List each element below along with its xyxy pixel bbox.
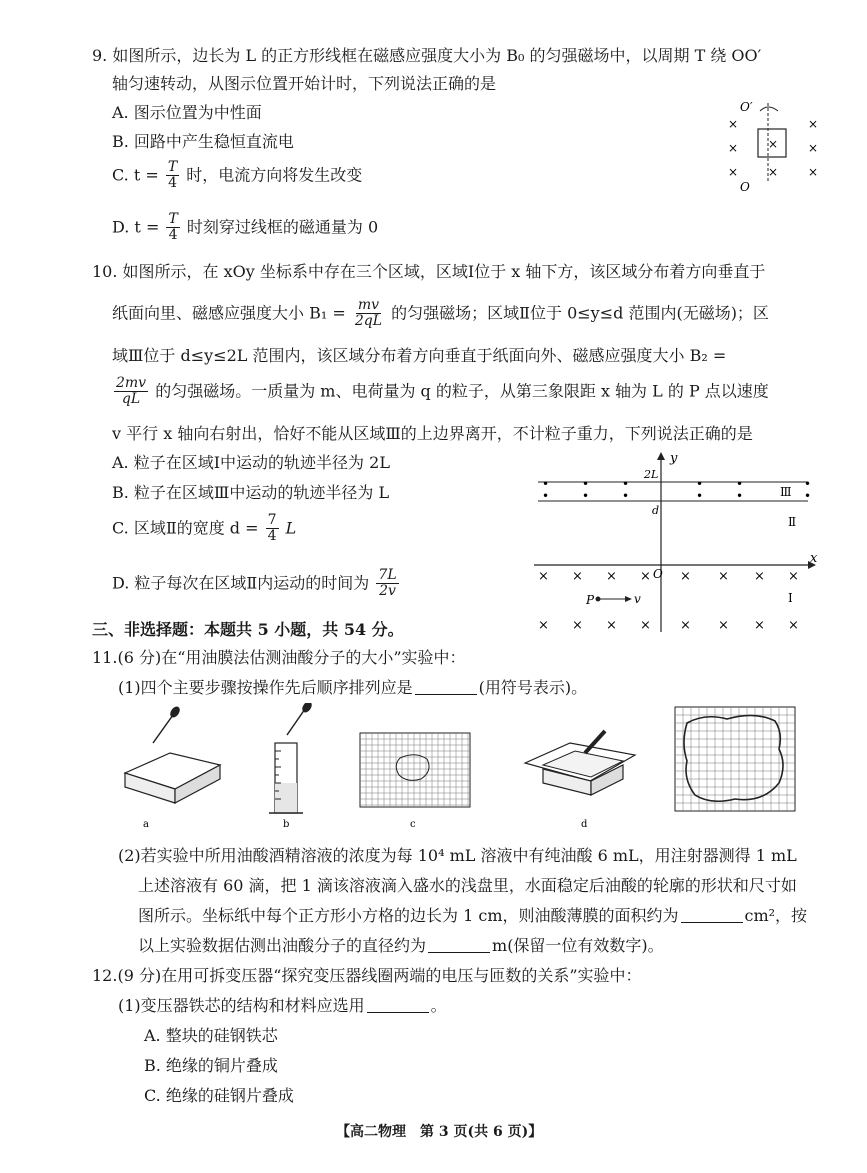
q10-cross: × xyxy=(606,569,617,584)
q11-figure-e xyxy=(675,707,795,811)
q11-figure-a xyxy=(125,705,220,830)
q10-dot: • xyxy=(736,477,744,491)
q10-dot: • xyxy=(582,489,590,503)
q10-velocity-arrow xyxy=(625,596,632,602)
q11-part1-b: (用符号表示)。 xyxy=(478,678,588,697)
q9-option-d-prefix: D. t = xyxy=(112,217,160,237)
q9-label-top: O′ xyxy=(740,100,753,114)
q10-cross: × xyxy=(754,569,765,584)
q9-cross: × xyxy=(808,117,819,131)
q10-option-d-prefix: D. 粒子每次在区域Ⅱ内运动的时间为 xyxy=(112,573,370,593)
q9-option-a: A. 图示位置为中性面 xyxy=(112,103,262,122)
q11-figure-d xyxy=(525,731,635,830)
q11-part1 xyxy=(118,678,587,698)
q10-cross: × xyxy=(680,618,691,633)
q9-option-d-den: 4 xyxy=(168,227,178,244)
q11-label-d: d xyxy=(581,819,588,830)
q9-cross: × xyxy=(768,137,779,151)
q11-label-c: c xyxy=(410,819,416,830)
q9-cross: × xyxy=(808,165,819,179)
q10-option-d-fraction xyxy=(376,568,398,600)
q10-cross: × xyxy=(606,618,617,633)
q9-cross: × xyxy=(728,165,739,179)
q9-label-bottom: O xyxy=(740,180,750,194)
q9-option-d-suffix: 时刻穿过线框的磁通量为 0 xyxy=(186,217,379,237)
q10-dot: • xyxy=(696,477,704,491)
q11-part1-a: (1)四个主要步骤按操作先后顺序排列应是 xyxy=(118,678,413,697)
q10-line2-a: 纸面向里、磁感应强度大小 B₁ = xyxy=(112,303,346,323)
q10-option-a: A. 粒子在区域Ⅰ中运动的轨迹半径为 2L xyxy=(112,453,390,472)
q9-option-d-num: T xyxy=(168,211,178,227)
q9-field-marks xyxy=(728,117,818,179)
q10-b2-num: 2mv xyxy=(116,375,147,391)
q12-title: 12.(9 分)在用可拆变压器“探究变压器线圈两端的电压与匝数的关系”实验中： xyxy=(92,966,642,985)
q12-option-a: A. 整块的硅钢铁芯 xyxy=(144,1026,278,1045)
q10-dot: • xyxy=(622,477,630,491)
q9-option-c-den: 4 xyxy=(168,175,177,192)
q10-dot: • xyxy=(582,477,590,491)
q12-answer-blank-1[interactable] xyxy=(367,999,429,1013)
q10-cross: × xyxy=(754,618,765,633)
q9-cross: × xyxy=(768,165,779,179)
q10-option-c-prefix: C. 区域Ⅱ的宽度 d = xyxy=(112,518,259,538)
q10-option-d-num: 7L xyxy=(378,567,397,583)
q10-region3-label: Ⅲ xyxy=(780,485,792,499)
q10-figure xyxy=(528,450,828,640)
q12-option-b: B. 绝缘的铜片叠成 xyxy=(144,1056,278,1075)
q11-figure-b xyxy=(269,703,314,830)
q10-cross: × xyxy=(718,569,729,584)
q12-option-c: C. 绝缘的硅钢片叠成 xyxy=(144,1086,294,1105)
q10-option-d-den: 2v xyxy=(379,583,396,600)
q10-dot: • xyxy=(804,477,812,491)
q10-cross: × xyxy=(640,618,651,633)
q9-stem-line1: 9. 如图所示，边长为 L 的正方形线框在磁感应强度大小为 B₀ 的匀强磁场中，以周期 T 绕 OO′ xyxy=(92,46,762,65)
q10-cross: × xyxy=(572,618,583,633)
q9-cross: × xyxy=(728,141,739,155)
q10-p-label: P xyxy=(586,593,595,607)
q10-cross: × xyxy=(680,569,691,584)
q10-d-label: d xyxy=(652,504,660,517)
q11-part2-line3-b: cm²，按 xyxy=(744,906,808,925)
q10-dot: • xyxy=(542,489,550,503)
q9-option-b: B. 回路中产生稳恒直流电 xyxy=(112,132,294,151)
section-3-heading: 三、非选择题：本题共 5 小题，共 54 分。 xyxy=(92,620,404,639)
q9-cross: × xyxy=(728,117,739,131)
q11-part2-line1: (2)若实验中所用油酸酒精溶液的浓度为每 10⁴ mL 溶液中有纯油酸 6 mL，用注射器测得 1 mL xyxy=(118,846,797,865)
q10-v-label: v xyxy=(634,592,641,606)
q11-part2-line2: 上述溶液有 60 滴，把 1 滴该溶液滴入盛水的浅盘里，水面稳定后油酸的轮廓的形状和尺寸如 xyxy=(138,876,797,895)
q10-line5: v 平行 x 轴向右射出，恰好不能从区域Ⅲ的上边界离开，不计粒子重力，下列说法正确的是 xyxy=(112,424,753,443)
q10-option-c xyxy=(112,513,296,545)
q10-b2-fraction xyxy=(114,376,148,408)
q9-cross: × xyxy=(808,141,819,155)
q9-option-d xyxy=(112,212,378,244)
q11-answer-blank-1[interactable] xyxy=(415,681,477,695)
q10-b2-den: qL xyxy=(121,391,141,408)
q9-option-c xyxy=(112,160,362,192)
q11-part2-line4 xyxy=(138,936,664,956)
q10-line4-text: 的匀强磁场。一质量为 m、电荷量为 q 的粒子，从第三象限距 x 轴为 L 的 P 点以速度 xyxy=(155,381,769,401)
q9-option-c-prefix: C. t = xyxy=(112,165,159,185)
q10-cross: × xyxy=(572,569,583,584)
q10-2l-label: 2L xyxy=(644,468,659,481)
q10-option-c-num: 7 xyxy=(267,512,277,528)
q10-dot: • xyxy=(804,489,812,503)
q10-dot: • xyxy=(696,489,704,503)
q10-y-label: y xyxy=(670,451,678,466)
q11-figures xyxy=(115,703,835,835)
q11-answer-blank-2[interactable] xyxy=(681,909,743,923)
page-footer: 【高二物理 第 3 页(共 6 页)】 xyxy=(336,1124,543,1140)
q9-option-c-fraction xyxy=(166,160,179,192)
q10-option-b: B. 粒子在区域Ⅲ中运动的轨迹半径为 L xyxy=(112,483,390,502)
q10-line3: 域Ⅲ位于 d≤y≤2L 范围内，该区域分布着方向垂直于纸面向外、磁感应强度大小 B₂ = xyxy=(112,346,727,365)
q10-region3-dots xyxy=(542,477,811,503)
q10-line2 xyxy=(112,298,769,330)
q10-cross: × xyxy=(538,569,549,584)
q10-b1-den: 2qL xyxy=(354,313,383,330)
q11-label-b: b xyxy=(283,819,290,830)
q11-label-a: a xyxy=(143,819,149,830)
q10-region1-crosses xyxy=(538,569,799,633)
q10-option-d xyxy=(112,568,401,600)
q10-dot: • xyxy=(736,489,744,503)
q10-line2-b: 的匀强磁场；区域Ⅱ位于 0≤y≤d 范围内(无磁场)；区 xyxy=(391,303,769,323)
q12-part1-end: 。 xyxy=(430,996,447,1015)
q10-line4 xyxy=(112,376,769,408)
q10-option-c-den: 4 xyxy=(267,528,277,545)
q11-part2-line3-a: 图所示。坐标纸中每个正方形小方格的边长为 1 cm，则油酸薄膜的面积约为 xyxy=(138,906,679,925)
q10-option-c-suffix: L xyxy=(285,518,297,538)
q10-y-arrow xyxy=(657,452,665,460)
q10-cross: × xyxy=(788,618,799,633)
q11-part2-line4-b: m(保留一位有效数字)。 xyxy=(492,936,664,955)
q11-figure-c xyxy=(360,733,470,830)
q10-option-c-fraction xyxy=(266,513,279,545)
q12-part1 xyxy=(118,996,447,1016)
q10-b1-num: mv xyxy=(357,297,380,313)
q10-cross: × xyxy=(718,618,729,633)
q12-part1-text: (1)变压器铁芯的结构和材料应选用 xyxy=(118,996,365,1015)
q10-dot: • xyxy=(542,477,550,491)
q9-option-c-suffix: 时，电流方向将发生改变 xyxy=(186,165,363,185)
q9-figure xyxy=(720,95,830,195)
q10-b1-fraction xyxy=(353,298,384,330)
q11-answer-blank-3[interactable] xyxy=(428,939,490,953)
q10-p-point xyxy=(596,597,601,602)
q10-cross: × xyxy=(788,569,799,584)
q9-option-d-fraction xyxy=(166,212,179,244)
q10-line1: 10. 如图所示，在 xOy 坐标系中存在三个区域，区域Ⅰ位于 x 轴下方，该区域分布着方向垂直于 xyxy=(92,262,766,281)
q9-rotation-arrow xyxy=(760,107,778,111)
q11-part2-line4-a: 以上实验数据估测出油酸分子的直径约为 xyxy=(138,936,427,955)
q10-cross: × xyxy=(538,618,549,633)
q10-cross: × xyxy=(640,569,651,584)
q10-dot: • xyxy=(622,489,630,503)
q10-x-label: x xyxy=(810,551,818,566)
q11-part2-line3 xyxy=(138,906,807,926)
q10-region2-label: Ⅱ xyxy=(788,515,797,529)
q9-stem-line2: 轴匀速转动，从图示位置开始计时，下列说法正确的是 xyxy=(112,74,497,93)
q10-region1-label: Ⅰ xyxy=(788,591,793,605)
q10-origin-label: O xyxy=(653,567,663,581)
q11-title: 11.(6 分)在“用油膜法估测油酸分子的大小”实验中： xyxy=(92,648,466,667)
q9-option-c-num: T xyxy=(167,159,178,175)
